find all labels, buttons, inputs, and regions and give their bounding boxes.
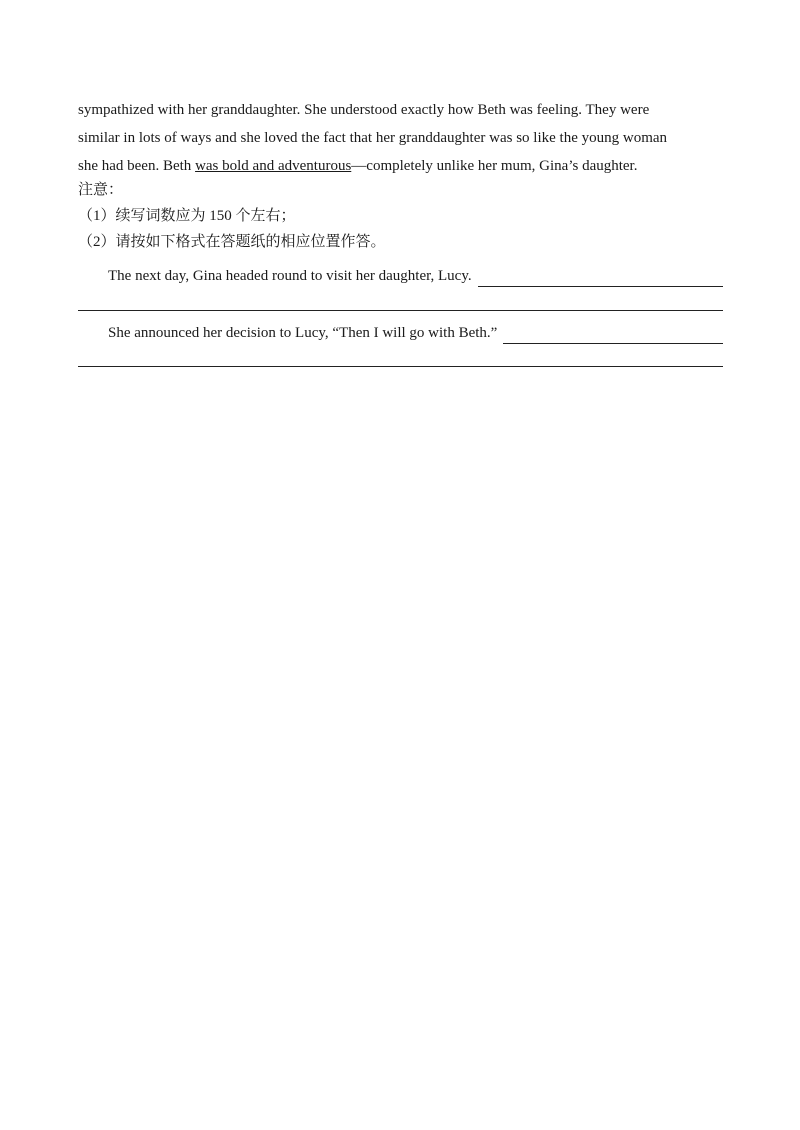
passage-line-1: sympathized with her granddaughter. She understood exactly how Beth was feeling. They were bbox=[78, 102, 650, 118]
notes-heading: 注意： bbox=[78, 182, 124, 198]
answer-line-2 bbox=[78, 366, 723, 367]
story-passage bbox=[78, 96, 723, 180]
prompt-1-text: The next day, Gina headed round to visit her daughter, Lucy. bbox=[108, 268, 472, 284]
continuation-prompt-1 bbox=[108, 265, 723, 287]
note-item-2: （2）请按如下格式在答题纸的相应位置作答。 bbox=[78, 234, 386, 250]
continuation-prompt-2 bbox=[108, 322, 723, 344]
passage-line-3-end: —completely unlike her mum, Gina’s daughter. bbox=[351, 158, 638, 174]
answer-line-1 bbox=[78, 310, 723, 311]
passage-line-3 bbox=[78, 152, 723, 180]
answer-blank-1 bbox=[478, 270, 723, 287]
prompt-2-text: She announced her decision to Lucy, “Then I will go with Beth.” bbox=[108, 325, 498, 341]
notes-section bbox=[78, 177, 723, 255]
passage-line-3-start: she had been. Beth bbox=[78, 158, 196, 174]
handwritten-marked-phrase: was bold and adventurous bbox=[195, 158, 352, 174]
note-item-1: （1）续写词数应为 150 个左右； bbox=[78, 208, 296, 224]
passage-line-2: similar in lots of ways and she loved the fact that her granddaughter was so like the young woman bbox=[78, 130, 668, 146]
answer-blank-2 bbox=[503, 327, 723, 344]
